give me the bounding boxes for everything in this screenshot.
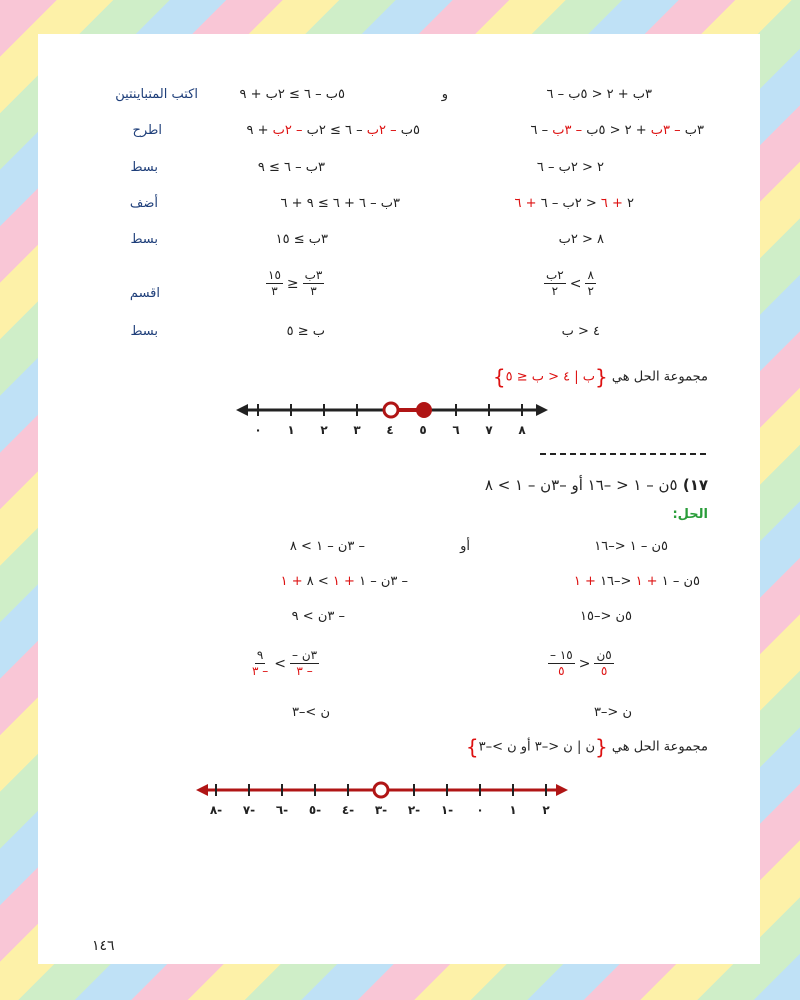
tick-label: ٨- [209, 803, 223, 817]
tick-label: ٢- [407, 803, 421, 817]
simplify-right: ٨ < ٢ب [558, 232, 604, 247]
subtract-right: ٣ب – ٣ب + ٢ < ٥ب – ٣ب – ٦ [530, 123, 704, 138]
inequality-left: ٥ب – ٦ ≥ ٢ب + ٩ [239, 87, 345, 102]
ex17-row1-right: ٥ن – ١ <–١٦ [594, 539, 668, 554]
conjunction-and: و [441, 87, 448, 102]
tick-label: ١ [287, 423, 295, 437]
page-number: ١٤٦ [92, 938, 115, 954]
ex17-result-right: ن <–٣ [593, 705, 632, 720]
closed-circle-icon [416, 402, 432, 418]
inequality-right: ٣ب + ٢ < ٥ب – ٦ [546, 87, 652, 102]
divide-right-fractions: ٢ب ٢ < ٨ ٢ [546, 268, 594, 298]
ex17-row2-left: – ٣ن – ١ + ١ > ٨ + ١ [280, 574, 408, 589]
add-right: ٢ + ٦ < ٢ب – ٦ + ٦ [514, 196, 634, 211]
step-label-simplify: بسط [130, 324, 158, 339]
tick-label: ٨ [518, 423, 526, 437]
tick-label: ١- [440, 803, 454, 817]
simplify-left: ٣ب – ٦ ≥ ٩ [257, 160, 325, 175]
tick-label: ٢ [320, 423, 328, 437]
left-arrow-icon [196, 784, 208, 796]
number-line-16 [236, 396, 548, 438]
subtract-left: ٥ب – ٢ب – ٦ ≥ ٢ب – ٢ب + ٩ [246, 123, 420, 138]
solution-set-16: مجموعة الحل هي {ب | ٤ < ب ≤ ٥} [492, 365, 708, 389]
left-arrow-icon [236, 404, 248, 416]
right-arrow-icon [536, 404, 548, 416]
tick-label: ٠ [254, 423, 262, 437]
ex17-row2-right: ٥ن – ١ + ١ <–١٦ + ١ [573, 574, 700, 589]
right-arrow-icon [556, 784, 568, 796]
ex17-divide-left: ٩ ٣ – < – ٣ن ٣ – [252, 648, 318, 678]
step-label-simplify: بسط [130, 160, 158, 175]
section-divider [540, 453, 706, 455]
ex17-row3-right: ٥ن <–١٥ [579, 609, 632, 624]
step-label-write: اكتب المتباينتين [115, 87, 198, 102]
result-right: ٤ < ب [561, 324, 600, 339]
simplify-left: ٣ب ≥ ١٥ [275, 232, 328, 247]
tick-label: ٠ [476, 803, 484, 817]
open-circle-icon [374, 783, 388, 797]
open-circle-icon [384, 403, 398, 417]
tick-label: ٧- [242, 803, 256, 817]
solution-set-17: مجموعة الحل هي {ن | ن <–٣ أو ن >–٣} [465, 735, 708, 759]
tick-label: ٥- [308, 803, 322, 817]
tick-label: ٤ [386, 423, 394, 437]
tick-label: ٦ [452, 423, 460, 437]
divide-left-fractions: ١٥ ٣ ≥ ٣ب ٣ [268, 268, 323, 298]
step-label-simplify: بسط [130, 232, 158, 247]
tick-label: ٣ [353, 423, 361, 437]
tick-label: ٤- [341, 803, 355, 817]
solution-label: الحل: [672, 507, 708, 522]
number-line-17 [196, 778, 568, 820]
tick-label: ٧ [485, 423, 493, 437]
ex17-row1-left: – ٣ن – ١ > ٨ [289, 539, 365, 554]
tick-label: ٥ [419, 423, 427, 437]
conjunction-or: أو [460, 539, 470, 554]
tick-label: ٢ [542, 803, 550, 817]
tick-label: ١ [509, 803, 517, 817]
ex17-divide-right: – ١٥ ٥ > ٥ن ٥ [550, 648, 612, 678]
simplify-right: ٢ < ٢ب – ٦ [536, 160, 604, 175]
ex17-row3-left: – ٣ن > ٩ [291, 609, 345, 624]
step-label-add: أضف [129, 196, 158, 211]
step-label-subtract: اطرح [132, 123, 162, 138]
ex17-result-left: ن >–٣ [291, 705, 330, 720]
step-label-divide: اقسم [129, 286, 160, 301]
result-left: ب ≤ ٥ [286, 324, 325, 339]
tick-label: ٦- [275, 803, 289, 817]
tick-label: ٣- [374, 803, 388, 817]
exercise-17-problem: ١٧) ٥ن – ١ < –١٦ أو –٣ن – ١ > ٨ [484, 476, 708, 494]
add-left: ٣ب – ٦ + ٦ ≥ ٩ + ٦ [280, 196, 400, 211]
